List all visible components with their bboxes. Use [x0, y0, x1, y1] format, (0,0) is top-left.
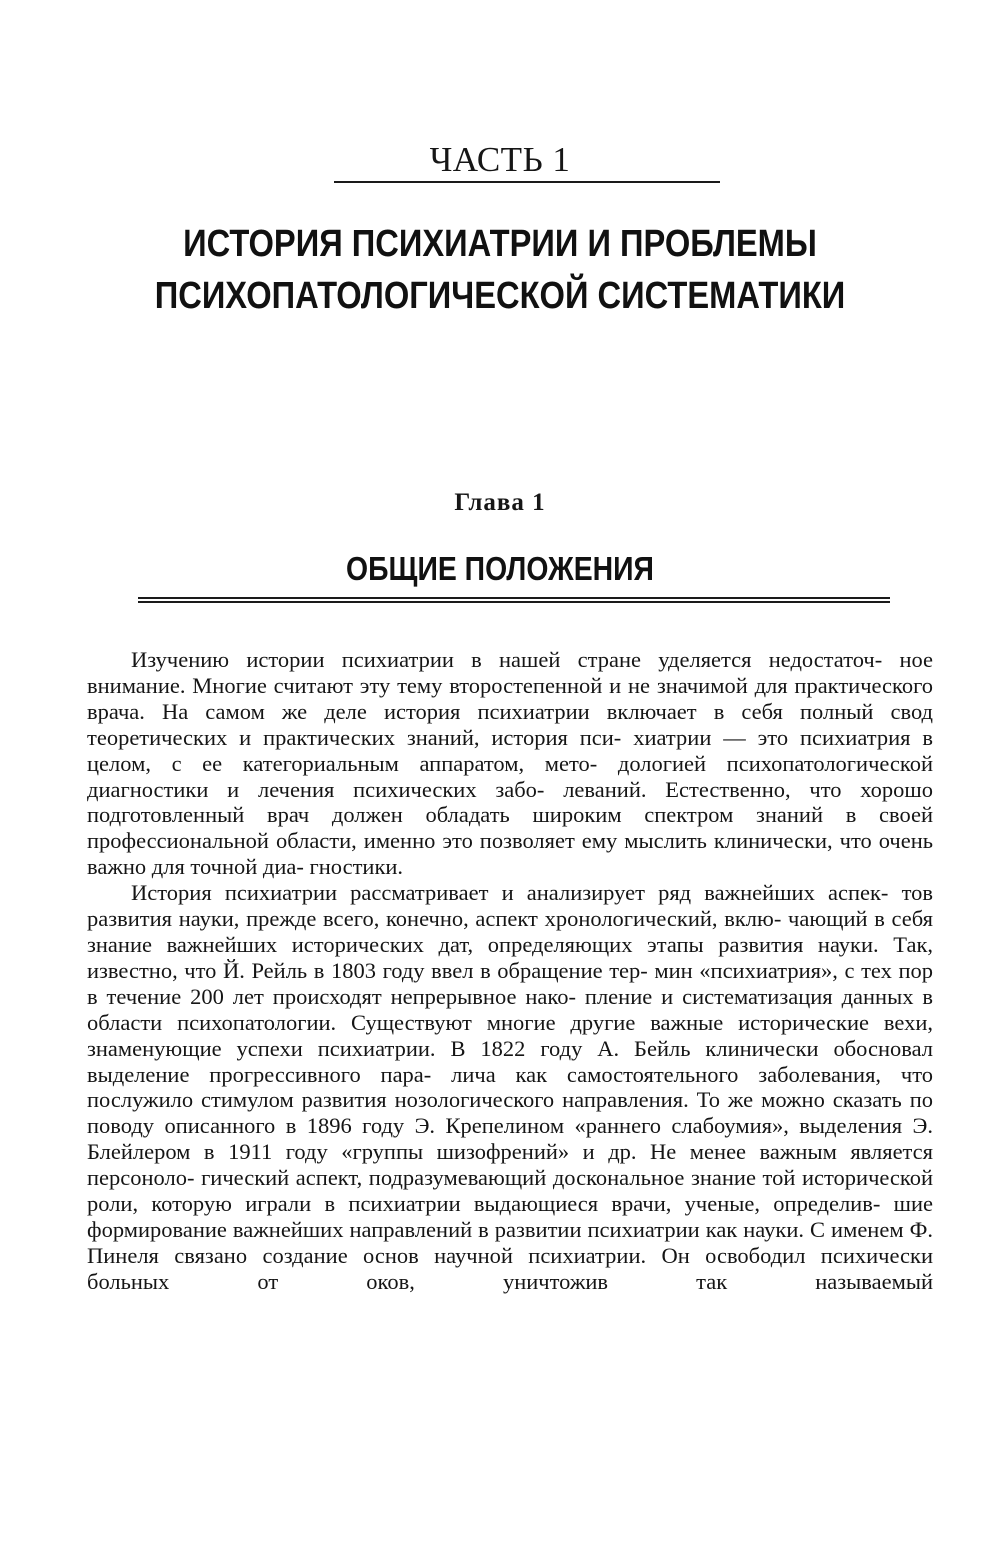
- text-line: Он освободил психически больных от оков, уничтожив так называемый: [87, 1242, 933, 1294]
- text-line: развития науки. Так, известно, что Й. Рейль в 1803 году ввел в обращение тер-: [87, 931, 933, 983]
- text-line: роли, которую играли в психиатрии выдающиеся врачи, ученые, определив-: [87, 1191, 881, 1217]
- text-line: В 1822 году А. Бейль клинически обосновал выделение прогрессивного пара-: [87, 1035, 933, 1087]
- chapter-double-rule: [138, 597, 890, 603]
- chapter-label: Глава 1: [454, 489, 546, 516]
- body-text: [87, 647, 933, 1295]
- text-line: ное внимание. Многие считают эту тему второстепенной и не значимой: [87, 647, 934, 698]
- text-line: широким спектром знаний в своей профессиональной области, именно: [87, 802, 934, 854]
- text-line: 1911 году «группы шизофрений» и др. Не менее важным является персоноло-: [87, 1139, 934, 1191]
- text-line: Изучению истории психиатрии в нашей стране уделяется недостаточ-: [131, 647, 883, 672]
- text-line: История психиатрии рассматривает и анализирует ряд важнейших аспек-: [131, 880, 889, 906]
- text-line: дологией психопатологической диагностики и лечения психических забо-: [87, 750, 933, 802]
- part-title: [70, 218, 930, 322]
- text-line: мин «психиатрия», с тех пор в течение 200 лет происходят непрерывное нако-: [87, 957, 933, 1009]
- part-label: ЧАСТЬ 1: [429, 140, 571, 179]
- text-line: шие формирование важнейших направлений в развитии психиатрии как: [87, 1191, 933, 1242]
- paragraph-2: [87, 880, 933, 1295]
- text-line: чающий в себя знание важнейших исторических дат, определяющих этапы: [87, 906, 934, 957]
- text-line: для практического врача. На самом же деле история психиатрии включает: [87, 672, 933, 724]
- paragraph-1: [87, 647, 933, 880]
- text-line: пление и систематизация данных в области психопатологии. Существуют: [87, 983, 934, 1035]
- text-line: нозологического направления. То же можно сказать по поводу описанного: [87, 1087, 933, 1139]
- text-line: леваний. Естественно, что хорошо подготовленный врач должен обладать: [87, 776, 933, 828]
- text-line: в себя полный свод теоретических и практических знаний, история пси-: [87, 698, 933, 750]
- part-title-line: ПСИХОПАТОЛОГИЧЕСКОЙ СИСТЕМАТИКИ: [154, 275, 846, 317]
- chapter-title: ОБЩИЕ ПОЛОЖЕНИЯ: [346, 550, 654, 587]
- text-line: многие другие важные исторические вехи, знаменующие успехи психиатрии.: [87, 1009, 933, 1061]
- part-title-line: ИСТОРИЯ ПСИХИАТРИИ И ПРОБЛЕМЫ: [183, 223, 817, 265]
- text-line: тов развития науки, прежде всего, конечно, аспект хронологический, вклю-: [87, 880, 934, 932]
- text-line: в 1896 году Э. Крепелином «раннего слабоумия», выделения Э. Блейлером в: [87, 1113, 934, 1165]
- text-line: это позволяет ему мыслить клинически, что очень важно для точной диа-: [87, 828, 933, 880]
- text-line: науки. С именем Ф. Пинеля связано создание основ научной психиатрии.: [87, 1216, 933, 1268]
- text-line: гический аспект, подразумевающий доскональное знание той исторической: [201, 1165, 933, 1191]
- text-line: хиатрии — это психиатрия в целом, с ее категориальным аппаратом, мето-: [87, 724, 934, 776]
- text-line: лича как самостоятельного заболевания, что послужило стимулом развития: [87, 1061, 933, 1113]
- text-line: гностики.: [309, 854, 404, 880]
- part-underline-rule: [334, 181, 720, 183]
